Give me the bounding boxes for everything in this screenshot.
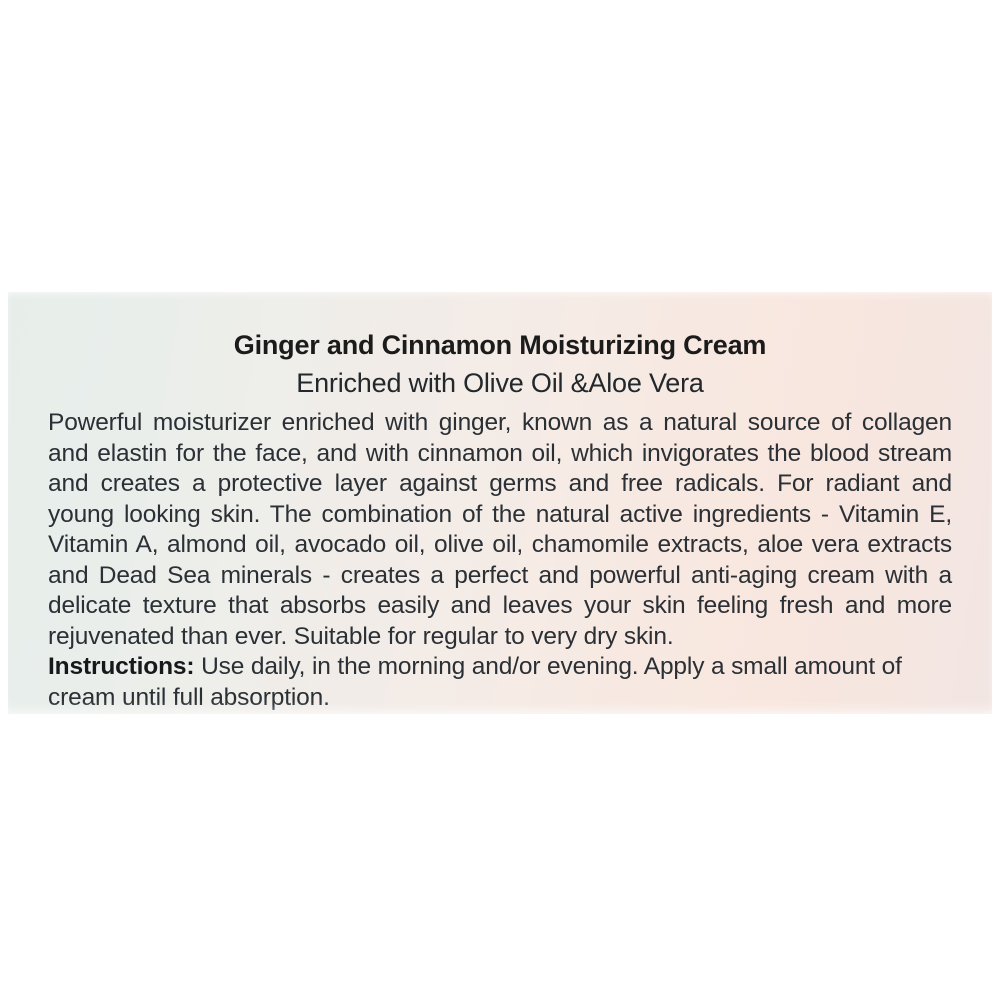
product-title: Ginger and Cinnamon Moisturizing Cream	[233, 330, 767, 360]
product-subtitle: Enriched with Olive Oil &Aloe Vera	[296, 367, 704, 398]
label-text-block	[48, 330, 952, 713]
product-description: Powerful moisturizer enriched with ginger, known as a natural source of collagen and elastin for the face, and with cinnamon oil, which invigorates the blood stream and creates a protective layer against germs and free radicals. For radiant and young looking skin. The combination of the natural active ingredients - Vitamin E, Vitamin A, almond oil, avocado oil, olive oil, chamomile extracts, aloe vera extracts and Dead Sea minerals - creates a perfect and powerful anti-aging cream with a delicate texture that absorbs easily and leaves your skin feeling fresh and more rejuvenated than ever. Suitable for regular to very dry skin.	[48, 409, 952, 650]
product-label-panel	[8, 292, 992, 714]
instructions-text: Use daily, in the morning and/or evening. Apply a small amount of cream until full absorption.	[48, 653, 902, 711]
instructions-label: Instructions:	[48, 653, 195, 681]
instructions-block	[48, 652, 952, 713]
